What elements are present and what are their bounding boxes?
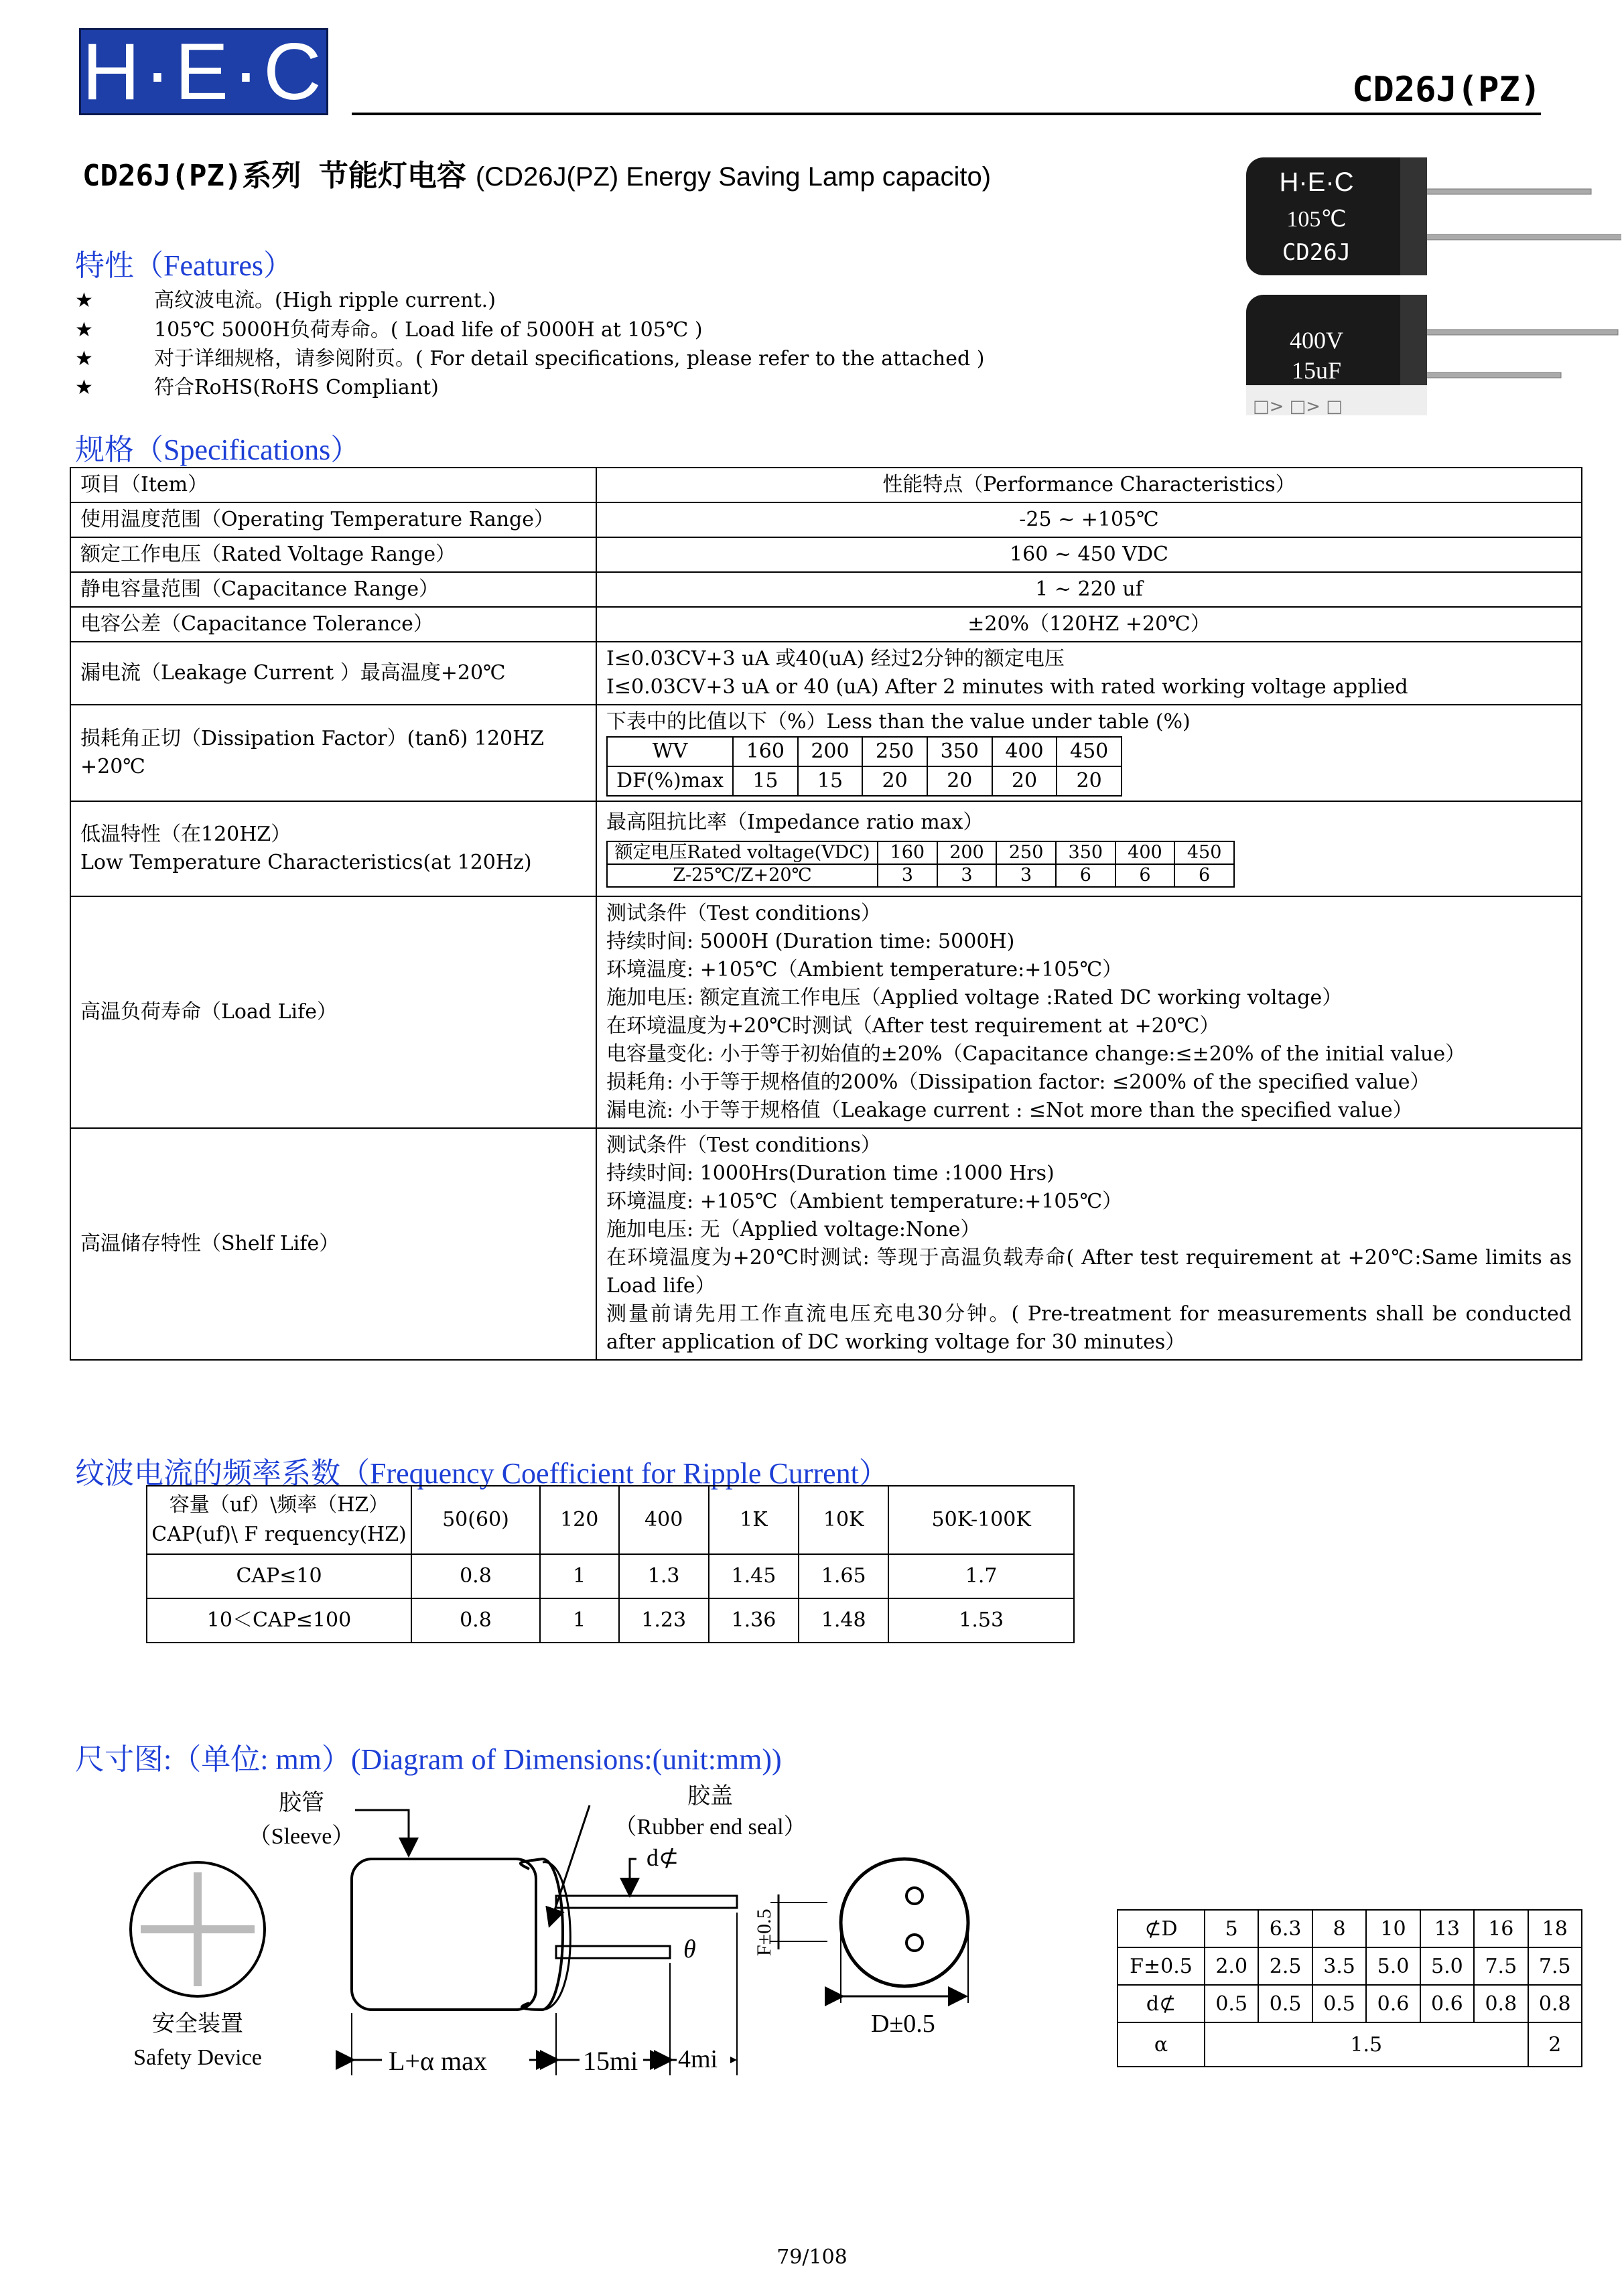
seal-en: （Rubber end seal） [614, 1815, 807, 1840]
table-row [70, 537, 1582, 572]
l-label: L+α max [389, 2046, 487, 2076]
z-cell: 3 [878, 864, 937, 887]
safety-cn: 安全装置 [152, 2012, 243, 2036]
spec-item [70, 801, 596, 896]
spec-value [596, 896, 1582, 1128]
cap-cell: CAP≤10 [147, 1554, 411, 1598]
d-label: d⊄ [647, 1844, 679, 1871]
table-row [1118, 2022, 1582, 2067]
wv-cell: 450 [1057, 737, 1122, 766]
wv-cell: 400 [992, 737, 1057, 766]
lowtemp-note: 最高阻抗比率（Impedance ratio max） [606, 811, 984, 834]
freq-cell: 120 [540, 1486, 619, 1554]
cap1-brand: H·E·C [1279, 167, 1354, 197]
coef-cell: 1.3 [619, 1554, 709, 1598]
sleeve-cn: 胶管 [279, 1791, 324, 1815]
z-cell: 3 [937, 864, 997, 887]
dim-cell: 5.0 [1420, 1947, 1474, 1985]
spec-value: -25 ~ +105℃ [596, 502, 1582, 537]
header-perf: 性能特点（Performance Characteristics） [596, 468, 1582, 502]
dim-cell: 0.6 [1366, 1985, 1420, 2022]
dim-cell: 7.5 [1528, 1947, 1582, 1985]
dim-cell: 16 [1474, 1910, 1528, 1947]
cap1-temp: 105℃ [1286, 207, 1347, 232]
spec-item: 额定工作电压（Rated Voltage Range） [70, 537, 596, 572]
dim-label: α [1118, 2022, 1205, 2067]
hec-logo: H·E·C [79, 28, 328, 115]
wv-cell: 200 [798, 737, 863, 766]
spec-item: 使用温度范围（Operating Temperature Range） [70, 502, 596, 537]
spec-item: 高温负荷寿命（Load Life） [70, 896, 596, 1128]
shelflife-line: 施加电压: 无（Applied voltage:None） [606, 1218, 981, 1241]
dim-cell: 8 [1312, 1910, 1366, 1947]
dim-label: ⊄D [1118, 1910, 1205, 1947]
coef-cell: 0.8 [411, 1598, 540, 1643]
cap-cell: 10＜CAP≤100 [147, 1598, 411, 1643]
feature-item: ★ 对于详细规格，请参阅附页。( For detail specifications, please refer to the attached ) [75, 347, 985, 370]
dim-cell: 10 [1366, 1910, 1420, 1947]
theta-label: θ [683, 1935, 696, 1963]
dimensions-heading: 尺寸图:（单位: mm）(Diagram of Dimensions:(unit:mm)) [75, 1743, 782, 1776]
rv-cell: 400 [1115, 841, 1175, 864]
table-row [70, 642, 1582, 705]
spec-value [596, 1128, 1582, 1360]
loadlife-line: 持续时间: 5000H (Duration time: 5000H) [606, 930, 1015, 953]
z-label: Z-25℃/Z+20℃ [607, 864, 878, 887]
shelflife-line: 测量前请先用工作直流电压充电30分钟。( Pre-treatment for measurements shall be conducted after application of DC working voltage for 30 minutes） [606, 1302, 1572, 1354]
df-table [606, 736, 1122, 797]
specifications-heading: 规格（Specifications） [75, 433, 360, 466]
table-row [70, 896, 1582, 1128]
page-title [82, 151, 991, 194]
page-number: 79/108 [776, 2245, 848, 2269]
df-note: 下表中的比值以下（%）Less than the value under table (%) [606, 710, 1191, 734]
dim-cell: 0.5 [1258, 1985, 1312, 2022]
spec-item: 电容公差（Capacitance Tolerance） [70, 607, 596, 642]
coef-cell: 1 [540, 1598, 619, 1643]
dim-cell: 2 [1528, 2022, 1582, 2067]
loadlife-line: 环境温度: +105℃（Ambient temperature:+105℃） [606, 958, 1123, 981]
spec-item: 静电容量范围（Capacitance Range） [70, 572, 596, 607]
svg-text:□> □> □: □> □> □ [1253, 397, 1343, 415]
wv-cell: 350 [927, 737, 992, 766]
freq-cell: 400 [619, 1486, 709, 1554]
df-cell: 15 [733, 766, 798, 796]
shelflife-line: 在环境温度为+20℃时测试: 等现于高温负载寿命( After test requirement at +20℃:Same limits as Load life） [606, 1246, 1572, 1298]
coef-cell: 0.8 [411, 1554, 540, 1598]
freq-cell: 10K [799, 1486, 888, 1554]
features-heading: 特性（Features） [75, 249, 293, 282]
dim-cell: 0.5 [1312, 1985, 1366, 2022]
cap1-model: CD26J [1282, 239, 1351, 266]
dim-cell: 3.5 [1312, 1947, 1366, 1985]
header-rule [352, 113, 1541, 115]
ripple-header [147, 1486, 411, 1554]
freq-cell: 50K-100K [888, 1486, 1074, 1554]
cap2-voltage: 400V [1290, 327, 1343, 354]
shelflife-line: 测试条件（Test conditions） [606, 1133, 881, 1157]
freq-cell: 50(60) [411, 1486, 540, 1554]
sleeve-en: （Sleeve） [248, 1824, 355, 1849]
dim-cell: 1.5 [1205, 2022, 1528, 2067]
spec-value [596, 705, 1582, 801]
table-row [147, 1598, 1074, 1643]
spec-item: 损耗角正切（Dissipation Factor）(tanδ) 120HZ +20℃ [70, 705, 596, 801]
coef-cell: 1.48 [799, 1598, 888, 1643]
spec-value: 1 ~ 220 uf [596, 572, 1582, 607]
z-cell: 6 [1174, 864, 1234, 887]
leakage-line-1: I≤0.03CV+3 uA 或40(uA) 经过2分钟的额定电压 [606, 647, 1065, 671]
df-cell: 20 [1057, 766, 1122, 796]
len4-label: 4mi [678, 2045, 718, 2073]
coef-cell: 1.23 [619, 1598, 709, 1643]
cap2-capacitance: 15uF [1291, 357, 1342, 384]
loadlife-line: 电容量变化: 小于等于初始值的±20%（Capacitance change:≤±20% of the initial value） [606, 1042, 1466, 1066]
feature-item: ★ 105℃ 5000H负荷寿命。( Load life of 5000H at 105℃ ) [75, 318, 703, 342]
f-label: F±0.5 [753, 1909, 775, 1956]
coef-cell: 1.53 [888, 1598, 1074, 1643]
df-cell: 15 [798, 766, 863, 796]
df-cell: 20 [927, 766, 992, 796]
title-cn: CD26J(PZ)系列 节能灯电容 [82, 159, 466, 193]
table-row [147, 1486, 1074, 1554]
model-code: CD26J(PZ) [1352, 70, 1541, 110]
dim-cell: 0.8 [1528, 1985, 1582, 2022]
coef-cell: 1 [540, 1554, 619, 1598]
wv-cell: 250 [862, 737, 927, 766]
dimension-diagram [100, 1775, 1025, 2083]
dim-cell: 13 [1420, 1910, 1474, 1947]
len15-label: 15mi [583, 2046, 638, 2076]
loadlife-line: 施加电压: 额定直流工作电压（Applied voltage :Rated DC working voltage） [606, 986, 1343, 1010]
dim-cell: 5 [1205, 1910, 1258, 1947]
table-row [70, 801, 1582, 896]
spec-value [596, 642, 1582, 705]
dim-cell: 2.0 [1205, 1947, 1258, 1985]
dim-cell: 18 [1528, 1910, 1582, 1947]
spec-table [70, 467, 1582, 1361]
rv-cell: 450 [1174, 841, 1234, 864]
loadlife-line: 损耗角: 小于等于规格值的200%（Dissipation factor: ≤200% of the specified value） [606, 1070, 1430, 1094]
z-cell: 6 [1115, 864, 1175, 887]
table-row [70, 468, 1582, 502]
feature-item: ★ 高纹波电流。(High ripple current.) [75, 289, 496, 312]
feature-item: ★ 符合RoHS(RoHS Compliant) [75, 376, 439, 399]
table-row [1118, 1985, 1582, 2022]
table-row [1118, 1947, 1582, 1985]
df-cell: 20 [992, 766, 1057, 796]
spec-item: 高温储存特性（Shelf Life） [70, 1128, 596, 1360]
z-cell: 3 [996, 864, 1056, 887]
coef-cell: 1.45 [709, 1554, 799, 1598]
dim-label: d⊄ [1118, 1985, 1205, 2022]
table-row [70, 502, 1582, 537]
dim-cell: 0.6 [1420, 1985, 1474, 2022]
ripple-table [146, 1485, 1075, 1643]
spec-item: 漏电流（Leakage Current ）最高温度+20℃ [70, 642, 596, 705]
header-item: 项目（Item） [70, 468, 596, 502]
wv-label: WV [607, 737, 733, 766]
df-cell: 20 [862, 766, 927, 796]
product-photo [1239, 147, 1621, 415]
D-label: D±0.5 [871, 2010, 935, 2038]
table-row [70, 572, 1582, 607]
spec-value [596, 801, 1582, 896]
shelflife-line: 环境温度: +105℃（Ambient temperature:+105℃） [606, 1190, 1123, 1213]
dim-cell: 6.3 [1258, 1910, 1312, 1947]
dim-cell: 7.5 [1474, 1947, 1528, 1985]
dim-cell: 2.5 [1258, 1947, 1312, 1985]
rv-label: 额定电压Rated voltage(VDC) [607, 841, 878, 864]
coef-cell: 1.36 [709, 1598, 799, 1643]
table-row [1118, 1910, 1582, 1947]
spec-value: ±20%（120HZ +20℃） [596, 607, 1582, 642]
table-row [70, 705, 1582, 801]
ripple-header-cn: 容量（uf）\频率（HZ） [169, 1493, 389, 1517]
spec-value: 160 ~ 450 VDC [596, 537, 1582, 572]
loadlife-line: 漏电流: 小于等于规格值（Leakage current : ≤Not more than the specified value） [606, 1099, 1413, 1122]
impedance-table [606, 841, 1235, 888]
safety-en: Safety Device [133, 2045, 262, 2070]
dim-label: F±0.5 [1118, 1947, 1205, 1985]
wv-cell: 160 [733, 737, 798, 766]
dim-cell: 5.0 [1366, 1947, 1420, 1985]
lowtemp-en: Low Temperature Characteristics(at 120Hz) [80, 851, 532, 874]
dimension-table [1117, 1909, 1582, 2067]
dim-cell: 0.5 [1205, 1985, 1258, 2022]
shelflife-line: 持续时间: 1000Hrs(Duration time :1000 Hrs) [606, 1162, 1055, 1185]
rv-cell: 200 [937, 841, 997, 864]
loadlife-line: 在环境温度为+20℃时测试（After test requirement at +20℃） [606, 1014, 1220, 1038]
seal-cn: 胶盖 [687, 1784, 733, 1809]
table-row [70, 607, 1582, 642]
rv-cell: 160 [878, 841, 937, 864]
lowtemp-cn: 低温特性（在120HZ） [80, 823, 291, 846]
title-en: (CD26J(PZ) Energy Saving Lamp capacito) [475, 162, 992, 192]
loadlife-line: 测试条件（Test conditions） [606, 902, 881, 925]
freq-cell: 1K [709, 1486, 799, 1554]
coef-cell: 1.7 [888, 1554, 1074, 1598]
leakage-line-2: I≤0.03CV+3 uA or 40 (uA) After 2 minutes with rated working voltage applied [606, 675, 1408, 699]
coef-cell: 1.65 [799, 1554, 888, 1598]
dim-cell: 0.8 [1474, 1985, 1528, 2022]
rv-cell: 350 [1056, 841, 1115, 864]
table-row [70, 1128, 1582, 1360]
df-label: DF(%)max [607, 766, 733, 796]
ripple-header-en: CAP(uf)\ F requency(HZ) [151, 1523, 407, 1546]
rv-cell: 250 [996, 841, 1056, 864]
ripple-heading: 纹波电流的频率系数（Frequency Coefficient for Ripple Current） [75, 1457, 888, 1490]
table-row [147, 1554, 1074, 1598]
z-cell: 6 [1056, 864, 1115, 887]
